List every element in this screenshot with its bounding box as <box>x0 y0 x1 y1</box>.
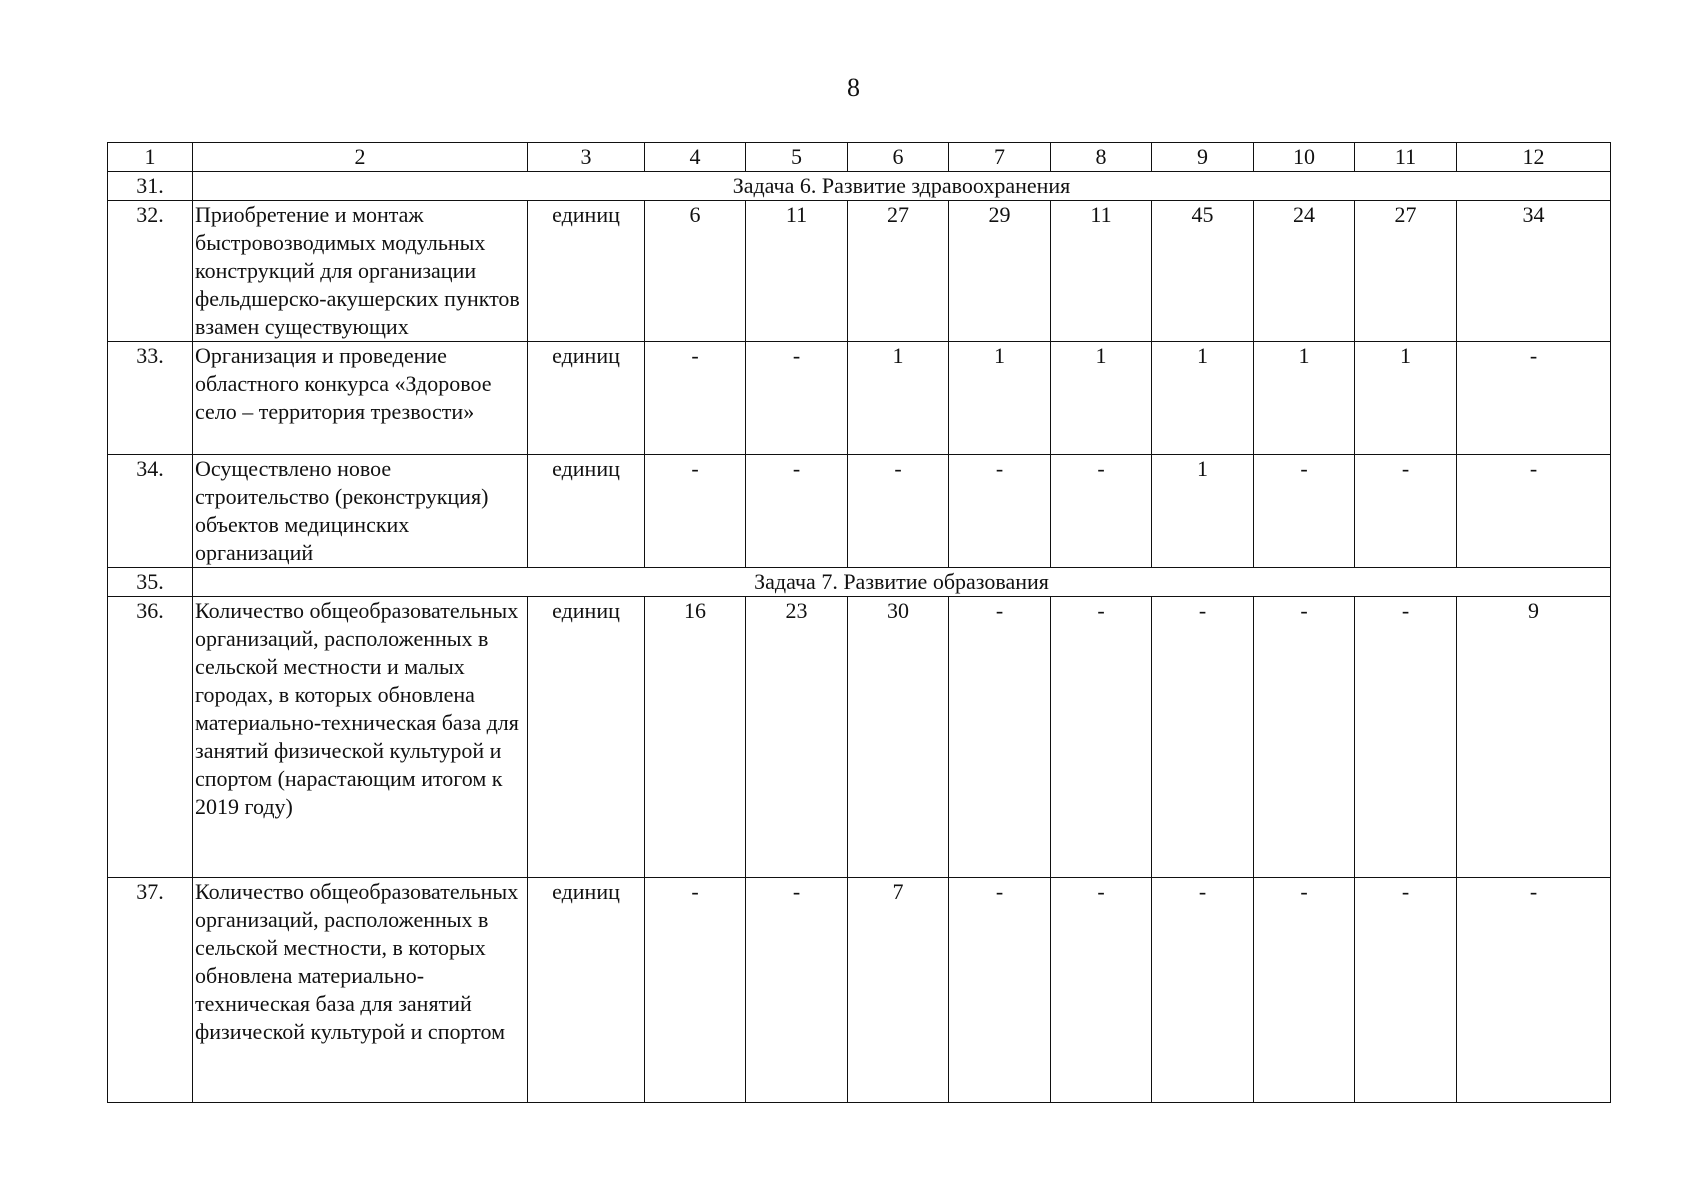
table-row <box>108 342 1611 455</box>
value-cell: 1 <box>949 342 1051 455</box>
value-cell: 27 <box>1355 201 1457 342</box>
row-number: 35. <box>108 568 193 597</box>
section-row <box>108 172 1611 201</box>
value-cell: - <box>1355 455 1457 568</box>
value-cell: - <box>645 878 746 1103</box>
value-cell: - <box>746 878 848 1103</box>
column-header: 3 <box>528 143 645 172</box>
value-cell: - <box>949 878 1051 1103</box>
column-header: 1 <box>108 143 193 172</box>
value-cell: - <box>1051 878 1152 1103</box>
value-cell: - <box>1152 878 1254 1103</box>
indicator-name: Приобретение и монтаж быстровозводимых модульных конструкций для организации фельдшерско-акушерских пунктов взамен существующих <box>193 201 528 342</box>
value-cell: - <box>1355 597 1457 878</box>
row-number: 32. <box>108 201 193 342</box>
value-cell: - <box>1254 597 1355 878</box>
column-header: 10 <box>1254 143 1355 172</box>
value-cell: - <box>1457 342 1611 455</box>
unit-cell: единиц <box>528 878 645 1103</box>
value-cell: 11 <box>1051 201 1152 342</box>
column-header: 5 <box>746 143 848 172</box>
value-cell: 1 <box>848 342 949 455</box>
section-row <box>108 568 1611 597</box>
value-cell: 34 <box>1457 201 1611 342</box>
indicators-table <box>107 142 1611 1103</box>
value-cell: - <box>1355 878 1457 1103</box>
value-cell: 9 <box>1457 597 1611 878</box>
value-cell: 1 <box>1355 342 1457 455</box>
indicator-name: Количество общеобразовательных организаций, расположенных в сельской местности, в которых обновлена материально-техническая база для занятий физической культурой и спортом <box>193 878 528 1103</box>
value-cell: - <box>645 455 746 568</box>
value-cell: 45 <box>1152 201 1254 342</box>
indicator-name: Организация и проведение областного конкурса «Здоровое село – территория трезвости» <box>193 342 528 455</box>
value-cell: - <box>1152 597 1254 878</box>
row-number: 36. <box>108 597 193 878</box>
row-number: 34. <box>108 455 193 568</box>
column-header: 6 <box>848 143 949 172</box>
column-header: 7 <box>949 143 1051 172</box>
value-cell: 1 <box>1152 455 1254 568</box>
value-cell: - <box>1051 455 1152 568</box>
table-row <box>108 455 1611 568</box>
value-cell: 29 <box>949 201 1051 342</box>
column-header: 9 <box>1152 143 1254 172</box>
table-row <box>108 597 1611 878</box>
value-cell: - <box>746 455 848 568</box>
indicator-name: Осуществлено новое строительство (реконструкция) объектов медицинских организаций <box>193 455 528 568</box>
value-cell: - <box>746 342 848 455</box>
value-cell: - <box>645 342 746 455</box>
value-cell: 7 <box>848 878 949 1103</box>
page-number: 8 <box>847 73 860 102</box>
value-cell: 1 <box>1152 342 1254 455</box>
row-number: 33. <box>108 342 193 455</box>
value-cell: - <box>1254 455 1355 568</box>
value-cell: 1 <box>1051 342 1152 455</box>
column-header: 11 <box>1355 143 1457 172</box>
section-title: Задача 6. Развитие здравоохранения <box>193 172 1611 201</box>
value-cell: 16 <box>645 597 746 878</box>
column-header: 12 <box>1457 143 1611 172</box>
value-cell: 11 <box>746 201 848 342</box>
row-number: 37. <box>108 878 193 1103</box>
value-cell: - <box>1254 878 1355 1103</box>
value-cell: 30 <box>848 597 949 878</box>
value-cell: 23 <box>746 597 848 878</box>
section-title: Задача 7. Развитие образования <box>193 568 1611 597</box>
value-cell: - <box>1457 455 1611 568</box>
value-cell: - <box>949 597 1051 878</box>
column-header: 4 <box>645 143 746 172</box>
unit-cell: единиц <box>528 597 645 878</box>
table-row <box>108 878 1611 1103</box>
value-cell: - <box>1457 878 1611 1103</box>
value-cell: - <box>949 455 1051 568</box>
table-row <box>108 201 1611 342</box>
unit-cell: единиц <box>528 342 645 455</box>
value-cell: 1 <box>1254 342 1355 455</box>
column-numbers-row <box>108 143 1611 172</box>
column-header: 2 <box>193 143 528 172</box>
value-cell: 6 <box>645 201 746 342</box>
row-number: 31. <box>108 172 193 201</box>
value-cell: - <box>848 455 949 568</box>
value-cell: 27 <box>848 201 949 342</box>
indicator-name: Количество общеобразовательных организаций, расположенных в сельской местности и малых городах, в которых обновлена материально-техническая база для занятий физической культурой и спортом (нарастающим итогом к 2019 году) <box>193 597 528 878</box>
value-cell: - <box>1051 597 1152 878</box>
column-header: 8 <box>1051 143 1152 172</box>
value-cell: 24 <box>1254 201 1355 342</box>
unit-cell: единиц <box>528 201 645 342</box>
unit-cell: единиц <box>528 455 645 568</box>
